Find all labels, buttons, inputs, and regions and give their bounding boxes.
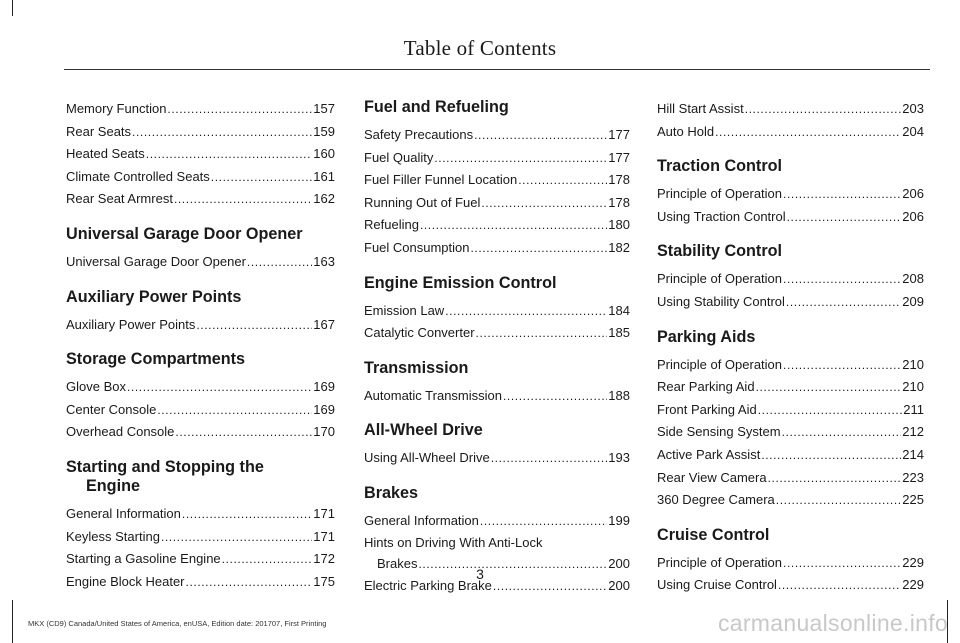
toc-entry-label: Rear Parking Aid bbox=[657, 379, 755, 395]
section-heading-text: Stability Control bbox=[657, 242, 783, 261]
dot-leader bbox=[491, 447, 608, 470]
section-heading-text: All-Wheel Drive bbox=[364, 421, 483, 440]
toc-entry-label: Principle of Operation bbox=[657, 271, 783, 287]
toc-entry[interactable] bbox=[66, 526, 335, 549]
toc-entry-label: General Information bbox=[364, 512, 479, 528]
section-heading bbox=[66, 225, 335, 244]
toc-entry-page: 171 bbox=[313, 528, 335, 544]
dot-leader bbox=[127, 376, 312, 399]
toc-entry-page: 169 bbox=[313, 401, 335, 417]
dot-leader bbox=[481, 192, 607, 215]
toc-entry-label: Rear View Camera bbox=[657, 469, 767, 485]
section-heading-text: Universal Garage Door Opener bbox=[66, 224, 303, 243]
toc-entry-page: 182 bbox=[608, 239, 630, 255]
toc-entry[interactable] bbox=[364, 147, 630, 170]
dot-leader bbox=[761, 444, 901, 467]
toc-entry-page: 161 bbox=[313, 168, 335, 184]
toc-entry-label: Side Sensing System bbox=[657, 424, 781, 440]
toc-entry-page: 177 bbox=[608, 127, 630, 142]
toc-entry[interactable] bbox=[657, 467, 924, 490]
toc-entry[interactable] bbox=[364, 192, 630, 215]
section-heading-text: Traction Control bbox=[657, 157, 783, 176]
toc-entry-page: 171 bbox=[313, 505, 335, 521]
dot-leader bbox=[157, 399, 312, 422]
toc-entry-page: 172 bbox=[313, 551, 335, 567]
crop-mark-top-left bbox=[12, 0, 13, 16]
toc-entry-page: 208 bbox=[902, 271, 924, 287]
toc-entry-label: Auxiliary Power Points bbox=[66, 316, 196, 332]
toc-entry-label: Catalytic Converter bbox=[364, 325, 475, 341]
toc-entry-page: 159 bbox=[313, 123, 335, 139]
toc-entry[interactable] bbox=[66, 376, 335, 399]
toc-entry[interactable] bbox=[364, 447, 630, 470]
title-divider bbox=[64, 69, 930, 70]
toc-entry-page: 188 bbox=[608, 387, 630, 403]
toc-entry-page: 200 bbox=[608, 577, 630, 593]
dot-leader bbox=[783, 183, 901, 206]
toc-entry-label: Glove Box bbox=[66, 379, 126, 395]
toc-entry-label: Hints on Driving With Anti-Lock bbox=[364, 534, 543, 550]
toc-entry-page: 193 bbox=[608, 450, 630, 466]
dot-leader bbox=[174, 188, 312, 211]
section-heading bbox=[66, 458, 335, 496]
dot-leader bbox=[786, 291, 901, 314]
section-heading bbox=[364, 484, 630, 503]
toc-entry-label: Center Console bbox=[66, 401, 157, 417]
toc-entry[interactable] bbox=[364, 385, 630, 408]
toc-entry-label: Rear Seats bbox=[66, 123, 132, 139]
toc-column-1 bbox=[66, 98, 335, 593]
toc-entry[interactable] bbox=[657, 354, 924, 377]
dot-leader bbox=[776, 489, 902, 512]
toc-entry-page: 206 bbox=[902, 186, 924, 202]
toc-entry-label: Electric Parking Brake bbox=[364, 577, 492, 593]
toc-entry-page: 163 bbox=[313, 253, 335, 269]
section-heading-text: Brakes bbox=[364, 483, 419, 502]
section-heading-text: Engine Emission Control bbox=[364, 273, 557, 292]
section-heading bbox=[66, 288, 335, 307]
toc-entry-label: Hill Start Assist bbox=[657, 101, 744, 116]
toc-entry-label: Principle of Operation bbox=[657, 356, 783, 372]
toc-entry-page: 214 bbox=[902, 446, 924, 462]
page-number: 3 bbox=[476, 566, 484, 582]
section-heading-text: Parking Aids bbox=[657, 327, 756, 346]
toc-entry[interactable] bbox=[66, 98, 335, 121]
toc-column-2 bbox=[364, 98, 630, 597]
dot-leader bbox=[756, 376, 902, 399]
toc-entry-label: Front Parking Aid bbox=[657, 401, 757, 417]
dot-leader bbox=[196, 314, 312, 337]
toc-entry-page: 169 bbox=[313, 379, 335, 395]
toc-entry-page: 177 bbox=[608, 149, 630, 165]
toc-entry-page: 185 bbox=[608, 325, 630, 341]
toc-entry[interactable] bbox=[364, 237, 630, 260]
section-heading-text-continued: Engine bbox=[86, 476, 140, 495]
toc-entry[interactable] bbox=[364, 124, 630, 147]
toc-entry[interactable] bbox=[364, 169, 630, 192]
toc-entry-page: 178 bbox=[608, 172, 630, 188]
toc-entry-page: 212 bbox=[902, 424, 924, 440]
toc-entry[interactable] bbox=[66, 143, 335, 166]
dot-leader bbox=[167, 98, 312, 121]
toc-entry-label: Principle of Operation bbox=[657, 186, 783, 202]
toc-entry[interactable] bbox=[66, 503, 335, 526]
toc-entry-label: Fuel Consumption bbox=[364, 239, 470, 255]
toc-entry[interactable] bbox=[66, 251, 335, 274]
section-heading-text: Cruise Control bbox=[657, 525, 770, 544]
toc-entry-label: Keyless Starting bbox=[66, 528, 160, 544]
section-heading-text: Starting and Stopping the bbox=[66, 457, 264, 476]
toc-entry[interactable] bbox=[364, 214, 630, 237]
dot-leader bbox=[182, 503, 312, 526]
toc-entry-label: Principle of Operation bbox=[657, 554, 783, 570]
toc-entry[interactable] bbox=[657, 421, 924, 444]
page-title: Table of Contents bbox=[403, 36, 557, 60]
toc-entry-page: 206 bbox=[902, 208, 924, 224]
section-heading-text: Auxiliary Power Points bbox=[66, 287, 242, 306]
toc-entry[interactable] bbox=[657, 376, 924, 399]
toc-entry-page: 178 bbox=[608, 194, 630, 210]
toc-entry-page: 204 bbox=[902, 123, 924, 139]
toc-entry-label: Emission Law bbox=[364, 302, 445, 318]
toc-entry-page: 229 bbox=[902, 554, 924, 570]
toc-entry-page: 210 bbox=[902, 379, 924, 395]
toc-entry-page: 199 bbox=[608, 512, 630, 528]
toc-entry[interactable] bbox=[657, 489, 924, 512]
toc-entry-label: Refueling bbox=[364, 217, 419, 233]
section-heading bbox=[364, 274, 630, 293]
dot-leader bbox=[476, 322, 608, 345]
toc-entry-label: Fuel Quality bbox=[364, 149, 434, 165]
toc-entry-label: Rear Seat Armrest bbox=[66, 191, 173, 207]
toc-entry-page: 157 bbox=[313, 101, 335, 116]
section-heading bbox=[364, 359, 630, 378]
toc-entry-label: Running Out of Fuel bbox=[364, 194, 481, 210]
toc-entry-label: Memory Function bbox=[66, 101, 167, 116]
toc-entry-page: 175 bbox=[313, 573, 335, 589]
toc-entry-page: 211 bbox=[903, 401, 924, 417]
toc-entry-page: 162 bbox=[313, 191, 335, 207]
toc-entry[interactable] bbox=[364, 510, 630, 533]
dot-leader bbox=[715, 121, 901, 144]
section-heading-text: Storage Compartments bbox=[66, 350, 245, 369]
toc-entry-label: Climate Controlled Seats bbox=[66, 168, 210, 184]
dot-leader bbox=[247, 251, 312, 274]
toc-entry[interactable] bbox=[66, 166, 335, 189]
toc-entry[interactable] bbox=[364, 322, 630, 345]
dot-leader bbox=[434, 147, 607, 170]
watermark: carmanualsonline.info bbox=[717, 610, 948, 636]
dot-leader bbox=[783, 268, 901, 291]
toc-entry[interactable] bbox=[66, 121, 335, 144]
toc-entry[interactable] bbox=[657, 183, 924, 206]
dot-leader bbox=[782, 421, 902, 444]
toc-entry[interactable] bbox=[66, 188, 335, 211]
footer-edition-text: MKX (CD9) Canada/United States of America, enUSA, Edition date: 201707, First Printing bbox=[28, 619, 327, 628]
dot-leader bbox=[211, 166, 313, 189]
dot-leader bbox=[787, 206, 902, 229]
dot-leader bbox=[132, 121, 312, 144]
dot-leader bbox=[471, 237, 608, 260]
toc-entry[interactable] bbox=[657, 444, 924, 467]
toc-entry-label: Using Stability Control bbox=[657, 293, 785, 309]
toc-entry-label: Active Park Assist bbox=[657, 446, 761, 462]
toc-entry[interactable] bbox=[657, 121, 924, 144]
toc-entry-label: Universal Garage Door Opener bbox=[66, 253, 246, 269]
toc-entry[interactable] bbox=[66, 421, 335, 444]
toc-entry-page: 180 bbox=[608, 217, 630, 233]
toc-entry-label: Engine Block Heater bbox=[66, 573, 185, 589]
section-heading-text: Fuel and Refueling bbox=[364, 98, 509, 116]
toc-entry-label: Heated Seats bbox=[66, 146, 145, 162]
section-heading bbox=[657, 526, 924, 545]
toc-entry-page: 223 bbox=[902, 469, 924, 485]
toc-entry-label: Using All-Wheel Drive bbox=[364, 450, 490, 466]
toc-entry[interactable] bbox=[657, 268, 924, 291]
toc-entry-page: 203 bbox=[902, 101, 924, 116]
section-heading bbox=[657, 157, 924, 176]
section-heading bbox=[364, 98, 630, 117]
toc-entry-label-continued: Brakes bbox=[377, 555, 418, 571]
section-heading-text: Transmission bbox=[364, 358, 469, 377]
toc-entry-page: 184 bbox=[608, 302, 630, 318]
dot-leader bbox=[474, 124, 607, 147]
toc-entry-label: Fuel Filler Funnel Location bbox=[364, 172, 518, 188]
toc-entry-label: Auto Hold bbox=[657, 123, 715, 139]
toc-entry[interactable] bbox=[657, 399, 924, 422]
toc-entry-label: General Information bbox=[66, 505, 181, 521]
dot-leader bbox=[783, 354, 901, 377]
toc-entry-page: 200 bbox=[608, 555, 630, 571]
toc-entry-page: 160 bbox=[313, 146, 335, 162]
section-heading bbox=[657, 328, 924, 347]
dot-leader bbox=[745, 98, 902, 121]
toc-entry[interactable] bbox=[364, 300, 630, 323]
toc-entry-page: 167 bbox=[313, 316, 335, 332]
toc-entry-page: 210 bbox=[902, 356, 924, 372]
dot-leader bbox=[175, 421, 312, 444]
toc-entry[interactable] bbox=[657, 98, 924, 121]
section-heading bbox=[364, 421, 630, 440]
toc-entry[interactable] bbox=[66, 399, 335, 422]
toc-entry-label: Automatic Transmission bbox=[364, 387, 502, 403]
dot-leader bbox=[480, 510, 607, 533]
toc-entry-label: Using Traction Control bbox=[657, 208, 786, 224]
dot-leader bbox=[758, 399, 903, 422]
toc-entry-label: Starting a Gasoline Engine bbox=[66, 551, 221, 567]
toc-entry[interactable] bbox=[657, 291, 924, 314]
toc-entry-label: Safety Precautions bbox=[364, 127, 474, 142]
dot-leader bbox=[445, 300, 607, 323]
toc-entry-label: Using Cruise Control bbox=[657, 577, 777, 593]
toc-entry-label: 360 Degree Camera bbox=[657, 492, 775, 508]
toc-entry-page: 209 bbox=[902, 293, 924, 309]
dot-leader bbox=[161, 526, 312, 549]
dot-leader bbox=[420, 214, 607, 237]
toc-entry[interactable] bbox=[66, 314, 335, 337]
toc-entry-label: Overhead Console bbox=[66, 424, 175, 440]
dot-leader bbox=[146, 143, 313, 166]
section-heading bbox=[66, 350, 335, 369]
dot-leader bbox=[768, 467, 902, 490]
crop-mark-bottom-left bbox=[12, 600, 13, 643]
dot-leader bbox=[503, 385, 607, 408]
section-heading bbox=[657, 242, 924, 261]
toc-entry-page: 225 bbox=[902, 492, 924, 508]
toc-entry-page: 170 bbox=[313, 424, 335, 440]
toc-entry[interactable] bbox=[657, 206, 924, 229]
toc-entry-page: 229 bbox=[902, 577, 924, 593]
dot-leader bbox=[518, 169, 607, 192]
toc-column-3 bbox=[657, 98, 924, 597]
